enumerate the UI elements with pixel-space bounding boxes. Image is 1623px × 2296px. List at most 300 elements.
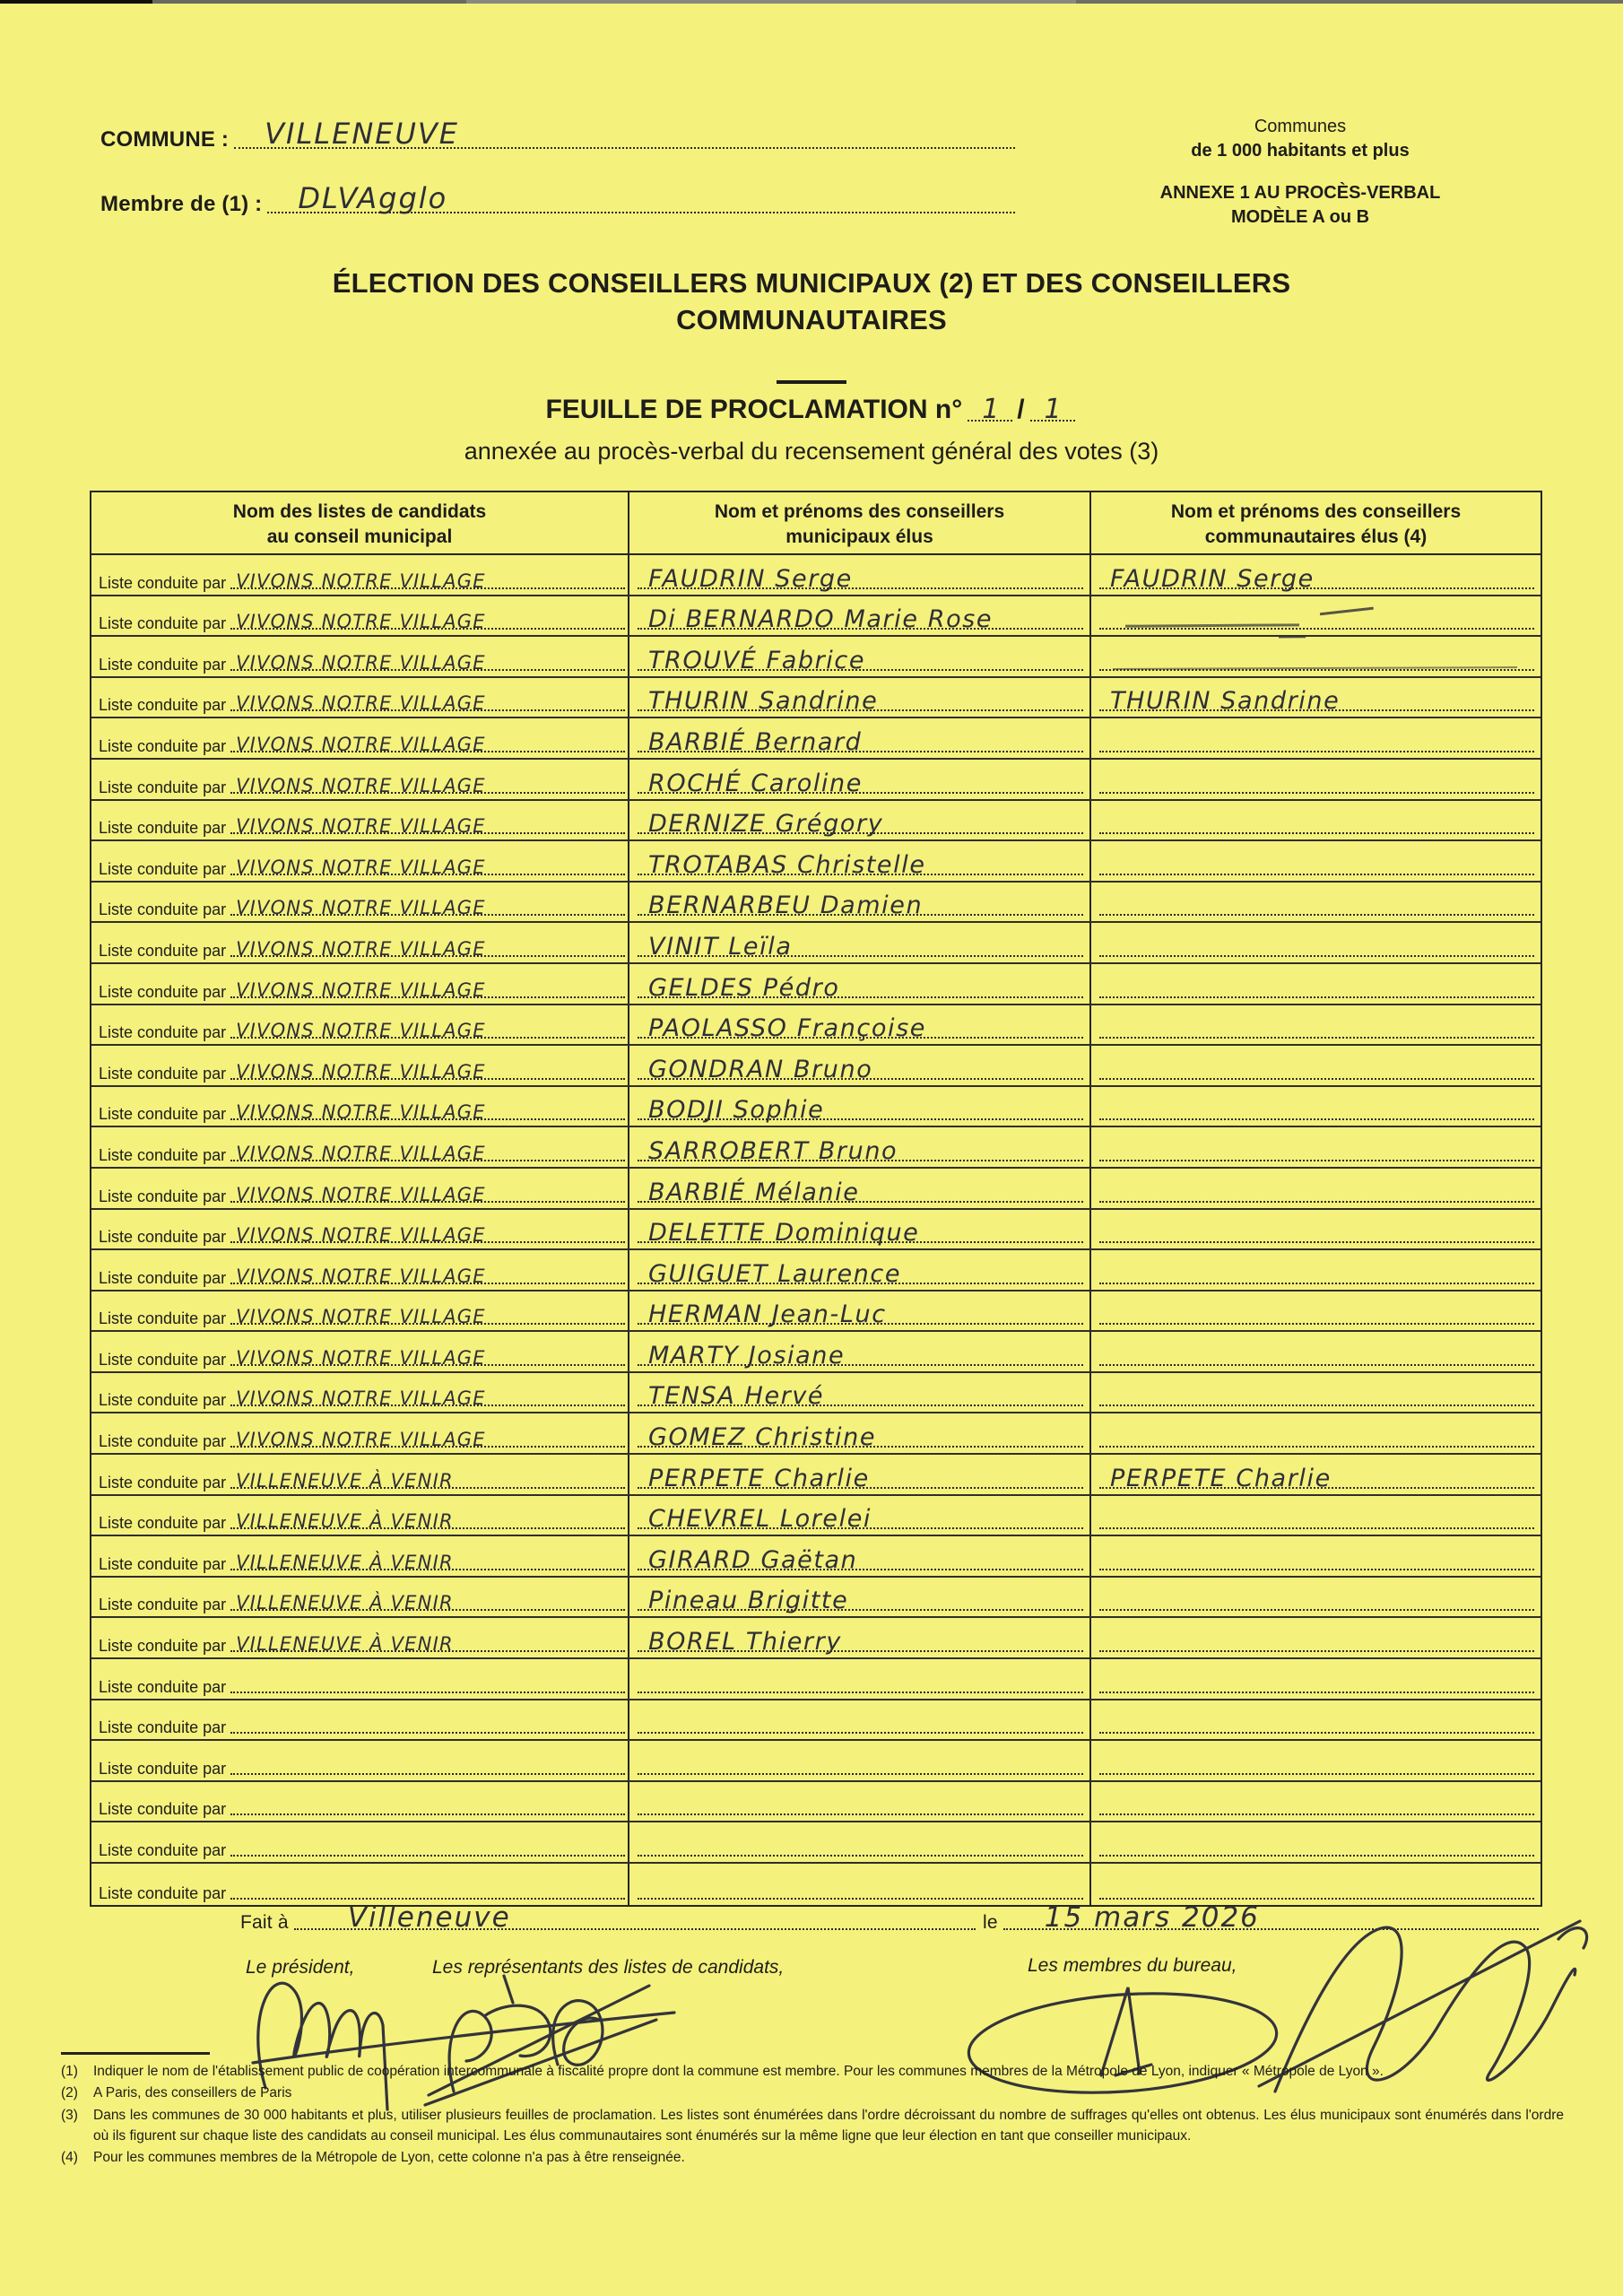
dotted-line: [1099, 1036, 1534, 1039]
dotted-line: [1099, 1200, 1534, 1203]
cell-municipal-name: [628, 841, 1089, 881]
scan-edge-artifact: [0, 0, 1623, 4]
president-signature-underline: [253, 2013, 674, 2063]
cell-municipal-name: [628, 1864, 1089, 1905]
dotted-line: [1099, 954, 1534, 957]
proclamation-table: [90, 491, 1542, 1907]
dotted-line: [230, 651, 625, 674]
table-body: [91, 555, 1541, 1905]
dotted-line: [230, 856, 625, 878]
handwritten-list-name: VIVONS NOTRE VILLAGE: [236, 1265, 486, 1287]
dotted-line: [638, 1772, 1083, 1775]
dotted-line: [1099, 1240, 1534, 1243]
dotted-line: [1099, 791, 1534, 794]
dotted-line: [638, 1587, 1083, 1615]
modele-line: MODÈLE A ou B: [1230, 207, 1370, 227]
dotted-line: [230, 1224, 625, 1247]
table-row: [91, 1578, 1541, 1619]
dotted-line: [230, 774, 625, 796]
cell-communautaire-name: [1089, 1413, 1541, 1453]
cell-list-name: [91, 1413, 628, 1453]
dotted-line: [638, 769, 1083, 797]
dotted-line: [638, 1096, 1083, 1125]
dotted-line: [230, 692, 625, 715]
dotted-line: [230, 1387, 625, 1410]
handwritten-list-name: VIVONS NOTRE VILLAGE: [236, 937, 486, 960]
handwritten-municipal-name: FAUDRIN Serge: [648, 564, 853, 593]
cell-municipal-name: [628, 760, 1089, 799]
handwritten-list-name: VIVONS NOTRE VILLAGE: [236, 611, 486, 633]
cell-list-name: [91, 555, 628, 595]
header-communautaire-column: Nom et prénoms des conseillers communautaires élus (4): [1089, 492, 1541, 553]
handwritten-list-name: VIVONS NOTRE VILLAGE: [236, 1306, 486, 1328]
cell-communautaire-name: [1089, 1659, 1541, 1699]
row-prefix-label: Liste conduite par: [99, 819, 227, 838]
date-dotted-line: [1003, 1901, 1539, 1934]
cell-municipal-name: [628, 1169, 1089, 1208]
table-row: [91, 1046, 1541, 1087]
row-prefix-label: Liste conduite par: [99, 1350, 227, 1369]
dotted-line: [230, 1633, 625, 1656]
dotted-line: [638, 1136, 1083, 1165]
dotted-line: [230, 1813, 625, 1815]
dotted-line: [1099, 1813, 1534, 1815]
cell-communautaire-name: [1089, 596, 1541, 636]
footnote-1: (1) Indiquer le nom de l'établissement public de coopération intercommunale à fiscalité propre dont la commune est membre. Pour les communes membres de la Métropole de Lyon, indiquer « Métropole de Lyon ».: [61, 2064, 1384, 2079]
sheet-total-slot: [1030, 387, 1075, 425]
dotted-line: [1099, 1568, 1534, 1570]
row-prefix-label: Liste conduite par: [99, 1759, 227, 1778]
cell-list-name: [91, 1496, 628, 1535]
cell-municipal-name: [628, 883, 1089, 922]
handwritten-list-name: VILLENEUVE À VENIR: [236, 1633, 454, 1656]
cell-communautaire-name: [1089, 1292, 1541, 1331]
cell-list-name: [91, 964, 628, 1004]
handwritten-municipal-name: GIRARD Gaëtan: [648, 1545, 858, 1574]
handwritten-list-name: VIVONS NOTRE VILLAGE: [236, 651, 486, 674]
dotted-line: [638, 1731, 1083, 1734]
table-row: [91, 718, 1541, 760]
dotted-line: [1099, 1526, 1534, 1529]
table-row: [91, 1822, 1541, 1864]
cell-list-name: [91, 760, 628, 799]
dotted-line: [638, 1055, 1083, 1083]
cell-municipal-name: [628, 1455, 1089, 1494]
cell-communautaire-name: [1089, 637, 1541, 676]
cell-list-name: [91, 1578, 628, 1617]
title-line-2: COMMUNAUTAIRES: [676, 303, 947, 335]
cell-list-name: [91, 923, 628, 962]
cell-list-name: [91, 1292, 628, 1331]
table-row: [91, 1413, 1541, 1455]
table-row: [91, 1127, 1541, 1169]
handwritten-municipal-name: BARBIÉ Bernard: [648, 727, 863, 756]
cell-communautaire-name: [1089, 801, 1541, 840]
cell-list-name: [91, 1536, 628, 1576]
handwritten-municipal-name: PAOLASSO Françoise: [648, 1014, 926, 1043]
dotted-line: [230, 978, 625, 1001]
handwritten-municipal-name: GUIGUET Laurence: [648, 1259, 902, 1288]
cell-municipal-name: [628, 1127, 1089, 1167]
dotted-line: [1099, 627, 1534, 630]
dotted-line: [230, 1551, 625, 1573]
annexe-line: ANNEXE 1 AU PROCÈS-VERBAL: [1159, 183, 1441, 203]
cell-communautaire-name: [1089, 1455, 1541, 1494]
row-prefix-label: Liste conduite par: [99, 655, 227, 674]
dotted-line: [1099, 1159, 1534, 1161]
row-prefix-label: Liste conduite par: [99, 1391, 227, 1410]
table-row: [91, 678, 1541, 719]
dotted-line: [1099, 1897, 1534, 1900]
commune-field: [100, 113, 1017, 152]
table-row: [91, 1169, 1541, 1210]
cell-municipal-name: [628, 1618, 1089, 1657]
dotted-line: [638, 1813, 1083, 1815]
date-field: [983, 1901, 1541, 1934]
cell-municipal-name: [628, 1578, 1089, 1617]
dotted-line: [230, 1897, 625, 1900]
dotted-line: [638, 1219, 1083, 1248]
table-row: [91, 555, 1541, 596]
row-prefix-label: Liste conduite par: [99, 1718, 227, 1737]
handwritten-municipal-name: MARTY Josiane: [648, 1341, 846, 1370]
pen-trace-mark: [1113, 666, 1517, 670]
row-prefix-label: Liste conduite par: [99, 696, 227, 715]
table-row: [91, 1496, 1541, 1537]
row-prefix-label: Liste conduite par: [99, 1187, 227, 1205]
dotted-line: [638, 1854, 1083, 1857]
table-row: [91, 1455, 1541, 1496]
dotted-line: [230, 1265, 625, 1287]
dotted-line: [230, 1510, 625, 1533]
row-prefix-label: Liste conduite par: [99, 1554, 227, 1573]
dotted-line: [1099, 1731, 1534, 1734]
cell-list-name: [91, 1659, 628, 1699]
handwritten-list-name: VIVONS NOTRE VILLAGE: [236, 1224, 486, 1247]
dotted-line: [1099, 1282, 1534, 1284]
dotted-line: [230, 1101, 625, 1124]
dotted-line: [638, 891, 1083, 920]
commune-dotted-line: [234, 117, 1015, 151]
dotted-line: [638, 1897, 1083, 1900]
cell-communautaire-name: [1089, 841, 1541, 881]
handwritten-municipal-name: ROCHÉ Caroline: [648, 769, 863, 797]
dotted-line: [230, 1731, 625, 1734]
dotted-line: [638, 605, 1083, 634]
handwritten-municipal-name: BERNARBEU Damien: [648, 891, 924, 920]
communes-line: Communes: [1254, 117, 1347, 136]
cell-list-name: [91, 1127, 628, 1167]
handwritten-municipal-name: SARROBERT Bruno: [648, 1136, 898, 1165]
handwritten-communautaire-name: FAUDRIN Serge: [1110, 564, 1315, 593]
dotted-line: [638, 1464, 1083, 1492]
membres-signature-loop: [1558, 1928, 1587, 1948]
dotted-line: [230, 1691, 625, 1693]
cell-municipal-name: [628, 1700, 1089, 1740]
cell-municipal-name: [628, 637, 1089, 676]
handwritten-municipal-name: TROUVÉ Fabrice: [648, 646, 866, 674]
cell-municipal-name: [628, 718, 1089, 758]
cell-list-name: [91, 1250, 628, 1290]
dotted-line: [1099, 996, 1534, 998]
handwritten-municipal-name: BARBIÉ Mélanie: [648, 1178, 860, 1206]
table-row: [91, 1659, 1541, 1700]
cell-list-name: [91, 1046, 628, 1085]
cell-municipal-name: [628, 1292, 1089, 1331]
dotted-line: [638, 1628, 1083, 1657]
cell-communautaire-name: [1089, 718, 1541, 758]
handwritten-municipal-name: TENSA Hervé: [648, 1382, 825, 1411]
dotted-line: [638, 1423, 1083, 1452]
row-prefix-label: Liste conduite par: [99, 1432, 227, 1451]
fait-a-field: [240, 1901, 977, 1934]
sheet-label: FEUILLE DE PROCLAMATION n°: [545, 395, 963, 424]
row-prefix-label: Liste conduite par: [99, 1637, 227, 1656]
handwritten-list-name: VIVONS NOTRE VILLAGE: [236, 897, 486, 919]
row-prefix-label: Liste conduite par: [99, 1023, 227, 1042]
row-prefix-label: Liste conduite par: [99, 1064, 227, 1083]
dotted-line: [230, 1772, 625, 1775]
dotted-line: [638, 646, 1083, 674]
table-row: [91, 1864, 1541, 1905]
table-row: [91, 1700, 1541, 1742]
dotted-line: [1099, 1404, 1534, 1406]
cell-communautaire-name: [1089, 1536, 1541, 1576]
handwritten-municipal-name: Di BERNARDO Marie Rose: [648, 605, 994, 634]
dotted-line: [1099, 913, 1534, 916]
cell-communautaire-name: [1089, 1741, 1541, 1780]
handwritten-list-name: VIVONS NOTRE VILLAGE: [236, 1429, 486, 1451]
dotted-line: [1099, 1854, 1534, 1857]
cell-municipal-name: [628, 1087, 1089, 1126]
dotted-line: [638, 1545, 1083, 1574]
dotted-line: [638, 810, 1083, 839]
cell-list-name: [91, 1455, 628, 1494]
cell-communautaire-name: [1089, 1700, 1541, 1740]
title-divider: [777, 380, 846, 384]
sheet-total-handwritten: 1: [1044, 394, 1062, 425]
row-prefix-label: Liste conduite par: [99, 1473, 227, 1492]
table-row: [91, 1782, 1541, 1823]
dotted-line: [1099, 1691, 1534, 1693]
cell-list-name: [91, 1618, 628, 1657]
header-lists-column: Nom des listes de candidats au conseil municipal: [232, 501, 487, 547]
cell-municipal-name: [628, 596, 1089, 636]
date-label: le: [983, 1912, 998, 1933]
cell-communautaire-name: [1089, 923, 1541, 962]
row-prefix-label: Liste conduite par: [99, 1596, 227, 1614]
handwritten-list-name: VIVONS NOTRE VILLAGE: [236, 1142, 486, 1164]
sheet-number-handwritten: 1: [982, 394, 1000, 425]
cell-list-name: [91, 1782, 628, 1822]
page-title: [0, 265, 1623, 339]
cell-communautaire-name: [1089, 1046, 1541, 1085]
handwritten-list-name: VILLENEUVE À VENIR: [236, 1551, 454, 1573]
cell-municipal-name: [628, 1332, 1089, 1371]
handwritten-list-name: VIVONS NOTRE VILLAGE: [236, 978, 486, 1001]
cell-communautaire-name: [1089, 1087, 1541, 1126]
commune-label: COMMUNE :: [100, 127, 230, 152]
handwritten-list-name: VILLENEUVE À VENIR: [236, 1592, 454, 1614]
subtitle: annexée au procès-verbal du recensement général des votes (3): [464, 438, 1159, 465]
dotted-line: [1099, 1322, 1534, 1325]
handwritten-list-name: VILLENEUVE À VENIR: [236, 1510, 454, 1533]
sheet-number-slot: [968, 387, 1012, 425]
cell-communautaire-name: [1089, 1782, 1541, 1822]
annexe-header-block: [1125, 115, 1475, 230]
dotted-line: [230, 1142, 625, 1164]
handwritten-list-name: VIVONS NOTRE VILLAGE: [236, 692, 486, 715]
row-prefix-label: Liste conduite par: [99, 1841, 227, 1859]
table-row: [91, 1332, 1541, 1373]
cell-list-name: [91, 1210, 628, 1249]
cell-communautaire-name: [1089, 1618, 1541, 1657]
cell-municipal-name: [628, 1413, 1089, 1453]
table-row: [91, 637, 1541, 678]
table-row: [91, 1250, 1541, 1292]
dotted-line: [1099, 1772, 1534, 1775]
dotted-line: [230, 1429, 625, 1451]
dotted-line: [230, 570, 625, 592]
cell-municipal-name: [628, 964, 1089, 1004]
cell-municipal-name: [628, 1046, 1089, 1085]
cell-communautaire-name: [1089, 1250, 1541, 1290]
table-row: [91, 1741, 1541, 1782]
sheet-slash: /: [1017, 395, 1025, 424]
dotted-line: [1099, 564, 1534, 593]
header-municipal-column: Nom et prénoms des conseillers municipaux élus: [628, 492, 1089, 553]
dotted-line: [638, 932, 1083, 961]
dotted-line: [230, 897, 625, 919]
handwritten-municipal-name: VINIT Leïla: [648, 932, 793, 961]
dotted-line: [638, 1300, 1083, 1329]
cell-municipal-name: [628, 1005, 1089, 1045]
dotted-line: [230, 1020, 625, 1042]
dotted-line: [1099, 1118, 1534, 1120]
cell-list-name: [91, 596, 628, 636]
president-label: Le président,: [246, 1957, 355, 1978]
handwritten-communautaire-name: PERPETE Charlie: [1110, 1464, 1332, 1492]
row-prefix-label: Liste conduite par: [99, 1800, 227, 1819]
handwritten-list-name: VIVONS NOTRE VILLAGE: [236, 1101, 486, 1124]
representants-label: Les représentants des listes de candidats,: [432, 1957, 785, 1978]
cell-communautaire-name: [1089, 1169, 1541, 1208]
membre-dotted-line: [267, 181, 1015, 215]
dotted-line: [230, 1306, 625, 1328]
cell-municipal-name: [628, 801, 1089, 840]
table-row: [91, 1292, 1541, 1333]
handwritten-list-name: VIVONS NOTRE VILLAGE: [236, 815, 486, 838]
dotted-line: [1099, 831, 1534, 834]
cell-municipal-name: [628, 678, 1089, 718]
dotted-line: [638, 1178, 1083, 1206]
cell-list-name: [91, 1700, 628, 1740]
footnotes: [61, 2061, 1564, 2169]
dotted-line: [230, 1060, 625, 1083]
dotted-line: [230, 1469, 625, 1492]
row-prefix-label: Liste conduite par: [99, 1309, 227, 1328]
row-prefix-label: Liste conduite par: [99, 778, 227, 796]
dotted-line: [1099, 873, 1534, 875]
cell-communautaire-name: [1089, 964, 1541, 1004]
footnote-rule: [61, 2052, 210, 2055]
table-row: [91, 1210, 1541, 1251]
dotted-line: [638, 850, 1083, 879]
fait-a-dotted-line: [294, 1901, 976, 1934]
commune-handwritten-value: VILLENEUVE: [265, 117, 460, 151]
dotted-line: [1099, 1445, 1534, 1448]
handwritten-municipal-name: CHEVREL Lorelei: [648, 1505, 872, 1534]
membre-label: Membre de (1) :: [100, 192, 263, 216]
cell-communautaire-name: [1089, 760, 1541, 799]
dotted-line: [230, 1183, 625, 1205]
cell-communautaire-name: [1089, 1373, 1541, 1413]
cell-communautaire-name: [1089, 678, 1541, 718]
handwritten-municipal-name: THURIN Sandrine: [648, 687, 879, 716]
table-row: [91, 841, 1541, 883]
table-row: [91, 923, 1541, 964]
dotted-line: [230, 733, 625, 755]
dotted-line: [638, 1691, 1083, 1693]
table-row: [91, 1005, 1541, 1047]
cell-list-name: [91, 1005, 628, 1045]
cell-municipal-name: [628, 1659, 1089, 1699]
cell-municipal-name: [628, 1741, 1089, 1780]
row-prefix-label: Liste conduite par: [99, 1105, 227, 1124]
membre-field: [100, 178, 1017, 217]
cell-communautaire-name: [1089, 883, 1541, 922]
membre-handwritten-value: DLVAgglo: [298, 181, 448, 215]
handwritten-list-name: VIVONS NOTRE VILLAGE: [236, 570, 486, 592]
cell-communautaire-name: [1089, 1578, 1541, 1617]
pen-trace-mark: [1125, 624, 1299, 628]
dotted-line: [230, 1854, 625, 1857]
handwritten-municipal-name: DERNIZE Grégory: [648, 810, 884, 839]
row-prefix-label: Liste conduite par: [99, 1145, 227, 1164]
cell-list-name: [91, 883, 628, 922]
dotted-line: [230, 611, 625, 633]
dotted-line: [638, 1341, 1083, 1370]
dotted-line: [1099, 1649, 1534, 1652]
handwritten-list-name: VIVONS NOTRE VILLAGE: [236, 1183, 486, 1205]
cell-municipal-name: [628, 1536, 1089, 1576]
handwritten-communautaire-name: THURIN Sandrine: [1110, 687, 1341, 716]
dotted-line: [638, 973, 1083, 1002]
cell-municipal-name: [628, 1782, 1089, 1822]
dotted-line: [638, 1505, 1083, 1534]
dotted-line: [1099, 668, 1534, 671]
sheet-number-line: [0, 387, 1623, 425]
cell-communautaire-name: [1089, 1210, 1541, 1249]
cell-municipal-name: [628, 1496, 1089, 1535]
handwritten-municipal-name: GOMEZ Christine: [648, 1423, 877, 1452]
dotted-line: [1099, 750, 1534, 752]
dotted-line: [1099, 1077, 1534, 1080]
cell-municipal-name: [628, 1210, 1089, 1249]
cell-list-name: [91, 1822, 628, 1862]
membres-bureau-label: Les membres du bureau,: [1028, 1955, 1237, 1976]
dotted-line: [638, 1382, 1083, 1411]
cell-communautaire-name: [1089, 1005, 1541, 1045]
cell-list-name: [91, 841, 628, 881]
handwritten-list-name: VIVONS NOTRE VILLAGE: [236, 774, 486, 796]
cell-list-name: [91, 1169, 628, 1208]
handwritten-municipal-name: Pineau Brigitte: [648, 1587, 849, 1615]
habitants-line: de 1 000 habitants et plus: [1191, 141, 1410, 161]
row-prefix-label: Liste conduite par: [99, 1883, 227, 1902]
row-prefix-label: Liste conduite par: [99, 859, 227, 878]
cell-communautaire-name: [1089, 1332, 1541, 1371]
